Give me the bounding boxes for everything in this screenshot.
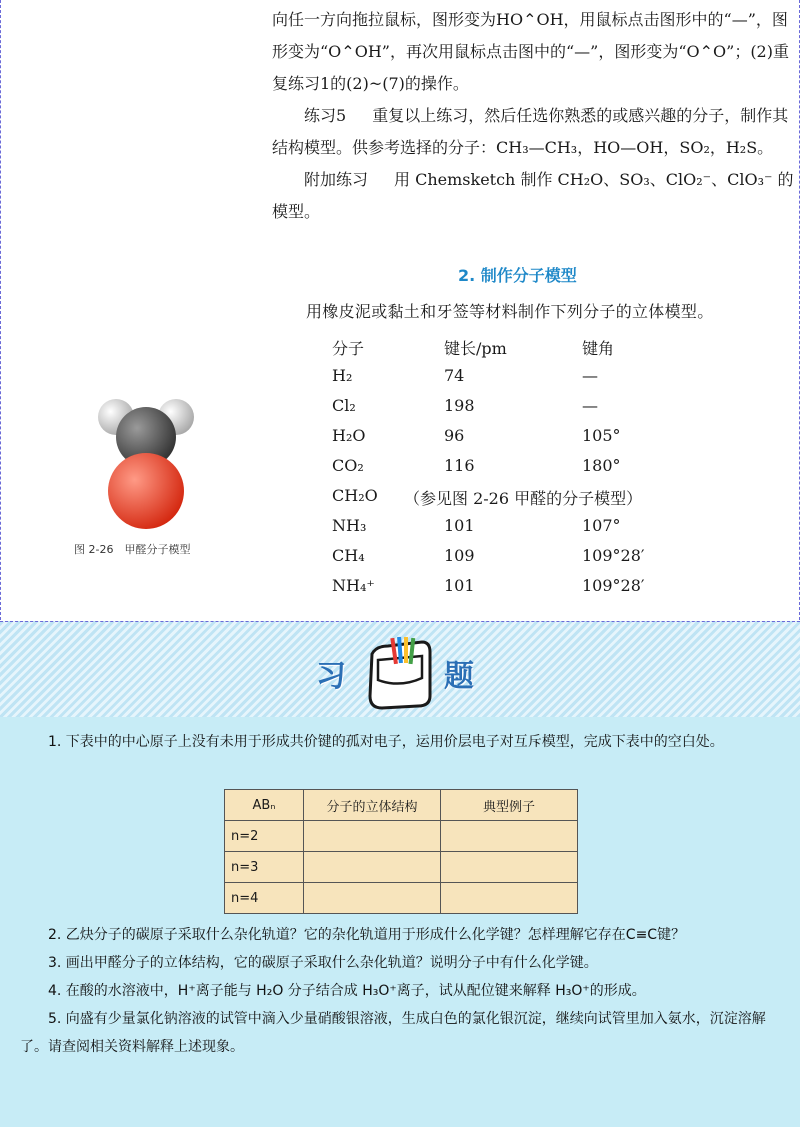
bond-length: 101 xyxy=(444,516,475,535)
vsepr-row-label: n=3 xyxy=(225,852,304,883)
figure-caption: 图 2-26 甲醛分子模型 xyxy=(74,543,191,556)
practice-text xyxy=(272,4,797,228)
exercise-5-text: 重复以上练习，然后任选你熟悉的或感兴趣的分子，制作其结构模型。供参考选择的分子：CH₃—CH₃，HO—OH，SO₂，H₂S。 xyxy=(272,106,789,157)
exercise-q3: 3. 画出甲醛分子的立体结构，它的碳原子采取什么杂化轨道？说明分子中有什么化学键。 xyxy=(48,955,598,971)
bond-angle: 109°28′ xyxy=(582,546,645,565)
bond-angle: — xyxy=(582,366,598,385)
vsepr-blank-cell[interactable] xyxy=(441,883,578,914)
vsepr-blank-cell[interactable] xyxy=(304,883,441,914)
vsepr-header-example: 典型例子 xyxy=(441,790,578,821)
vsepr-blank-cell[interactable] xyxy=(441,852,578,883)
vsepr-header-row xyxy=(225,790,578,821)
section-title: 2. 制作分子模型 xyxy=(458,266,577,285)
bond-note: （参见图 2-26 甲醛的分子模型） xyxy=(404,489,643,508)
bond-angle: — xyxy=(582,396,598,415)
bond-length: 116 xyxy=(444,456,475,475)
bond-molecule: H₂O xyxy=(332,426,366,445)
exercise-q4: 4. 在酸的水溶液中，H⁺离子能与 H₂O 分子结合成 H₃O⁺离子，试从配位键来解释 H₃O⁺的形成。 xyxy=(48,983,646,999)
band-title-right: 题 xyxy=(444,659,474,694)
vsepr-blank-cell[interactable] xyxy=(304,852,441,883)
exercise-2-5-block xyxy=(20,921,780,1061)
extra-exercise-text: 用 Chemsketch 制作 CH₂O、SO₃、ClO₂⁻、ClO₃⁻ 的模型。 xyxy=(272,170,794,221)
vsepr-blank-cell[interactable] xyxy=(304,821,441,852)
formaldehyde-model-figure xyxy=(94,395,204,535)
bond-molecule: CO₂ xyxy=(332,456,364,475)
exercise-5-label: 练习5 xyxy=(304,106,347,125)
exercise-1-block xyxy=(20,728,780,756)
exercise-5 xyxy=(272,100,797,164)
oxygen-atom xyxy=(108,453,184,529)
bond-molecule: Cl₂ xyxy=(332,396,356,415)
band-title-left: 习 xyxy=(316,659,346,694)
vsepr-table xyxy=(224,789,578,914)
practice-paragraph-1: 向任一方向拖拉鼠标，图形变为HO⌃OH，用鼠标点击图形中的“—”，图形变为“O⌃OH”，再次用鼠标点击图中的“—”，图形变为“O⌃O”；(2)重复练习1的(2)~(7)的操作。 xyxy=(272,10,789,93)
extra-exercise-label: 附加练习 xyxy=(304,170,369,189)
exercise-q2: 2. 乙炔分子的碳原子采取什么杂化轨道？它的杂化轨道用于形成什么化学键？怎样理解它存在C≡C键？ xyxy=(48,927,686,943)
bond-molecule: CH₂O xyxy=(332,486,378,505)
bond-molecule: H₂ xyxy=(332,366,353,385)
header-bond-length: 键长/pm xyxy=(444,339,507,358)
bond-angle: 180° xyxy=(582,456,621,475)
vsepr-row xyxy=(225,852,578,883)
header-bond-angle: 键角 xyxy=(582,339,615,358)
vsepr-row-label: n=4 xyxy=(225,883,304,914)
vsepr-row xyxy=(225,883,578,914)
vsepr-header-structure: 分子的立体结构 xyxy=(304,790,441,821)
bond-molecule: CH₄ xyxy=(332,546,365,565)
bond-molecule: NH₄⁺ xyxy=(332,576,375,595)
bond-angle: 105° xyxy=(582,426,621,445)
vsepr-blank-cell[interactable] xyxy=(441,821,578,852)
bond-length: 109 xyxy=(444,546,475,565)
vsepr-header-abn: ABₙ xyxy=(225,790,304,821)
exercise-q1: 1. 下表中的中心原子上没有未用于形成共价键的孤对电子，运用价层电子对互斥模型，完成下表中的空白处。 xyxy=(48,734,724,750)
bond-length: 74 xyxy=(444,366,465,385)
bond-angle: 109°28′ xyxy=(582,576,645,595)
bond-length: 96 xyxy=(444,426,465,445)
exercise-q5: 5. 向盛有少量氯化钠溶液的试管中滴入少量硝酸银溶液，生成白色的氯化银沉淀，继续向试管里加入氨水，沉淀溶解了。请查阅相关资料解释上述现象。 xyxy=(20,1011,766,1055)
bond-length: 198 xyxy=(444,396,475,415)
vsepr-row xyxy=(225,821,578,852)
notebook-icon xyxy=(360,632,440,712)
bond-molecule: NH₃ xyxy=(332,516,367,535)
header-molecule: 分子 xyxy=(332,339,365,358)
bond-length: 101 xyxy=(444,576,475,595)
bond-angle: 107° xyxy=(582,516,621,535)
section-intro: 用橡皮泥或黏土和牙签等材料制作下列分子的立体模型。 xyxy=(306,302,714,321)
extra-exercise xyxy=(272,164,797,228)
vsepr-row-label: n=2 xyxy=(225,821,304,852)
